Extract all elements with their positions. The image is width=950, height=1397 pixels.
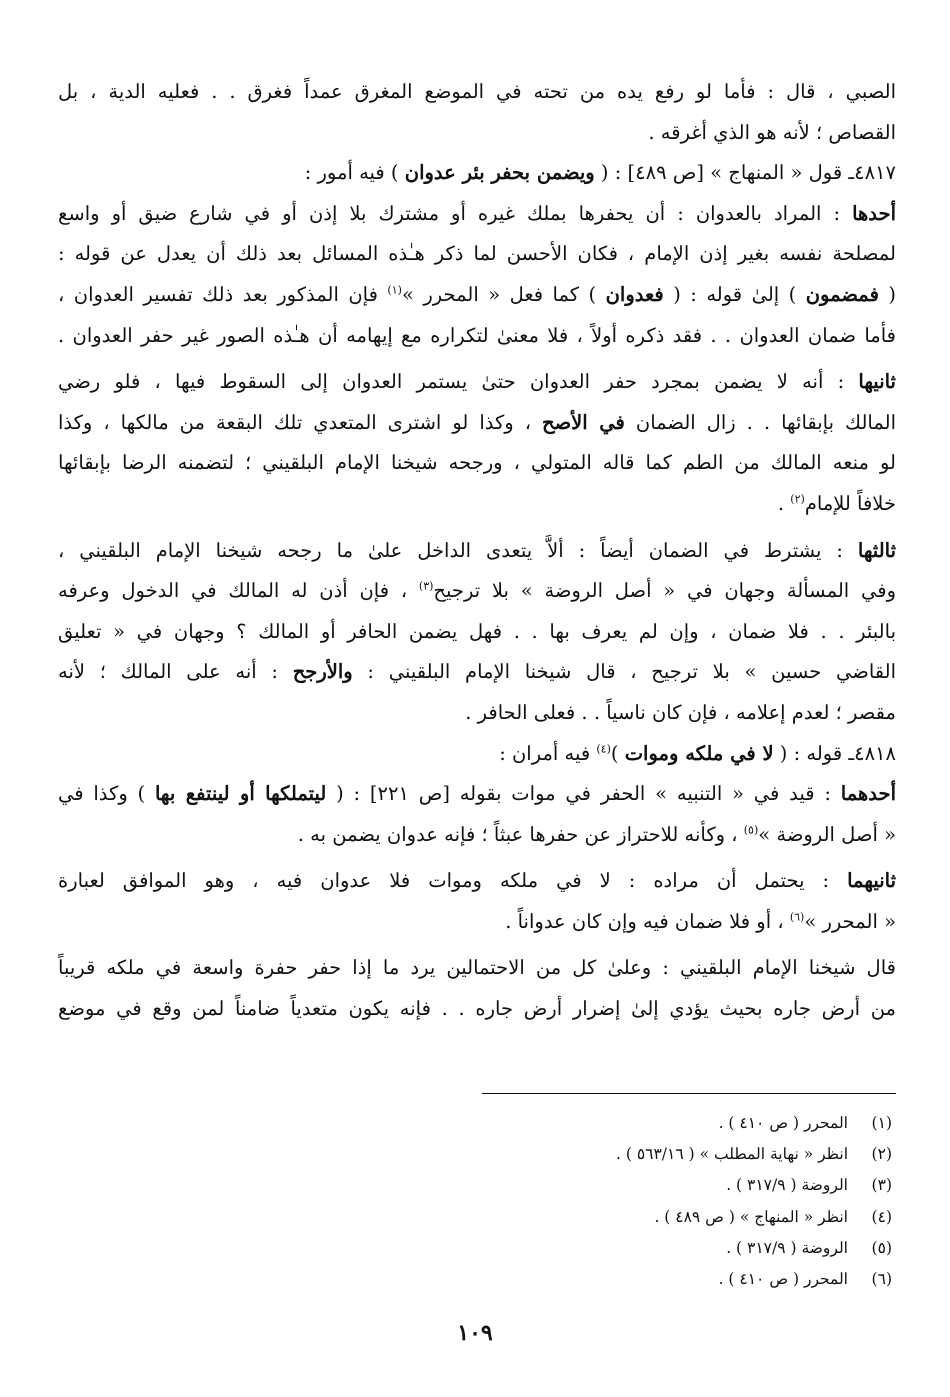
text-line: [58, 316, 896, 357]
footnote-text: الروضة ( ٣١٧/٩ ) .: [726, 1176, 848, 1195]
footnote-item: [616, 1170, 892, 1201]
text-run: : أنه على المالك ؛ لأنه: [58, 660, 293, 684]
bold-text: ثانيهما: [847, 869, 896, 893]
text-run: ) فيه أمور :: [304, 161, 405, 185]
bold-text: ويضمن بحفر بئر عدوان: [404, 161, 595, 185]
bold-text: لا في ملكه وموات: [624, 741, 774, 765]
text-run: وفي المسألة وجهان في « أصل الروضة » بلا ترجيح: [433, 579, 896, 603]
text-run: ) إلىٰ قوله : (: [663, 282, 806, 306]
bold-text: في الأصح: [542, 410, 625, 434]
footnote-item: [616, 1233, 892, 1264]
text-run: ) كما فعل « المحرر »: [401, 282, 606, 306]
footnote-item: [616, 1139, 892, 1170]
text-line: [58, 571, 896, 612]
text-line: [58, 531, 896, 572]
text-run: القصاص ؛ لأنه هو الذي أغرقه .: [648, 120, 896, 144]
text-run: القاضي حسين » بلا ترجيح ، قال شيخنا الإمام البلقيني :: [352, 660, 896, 684]
page-number: ١٠٩: [457, 1320, 493, 1346]
text-run: المالك بإبقائها . . زال الضمان: [624, 410, 896, 434]
text-run: : أنه لا يضمن بمجرد حفر العدوان حتىٰ يستمر العدوان إلى السقوط فيها ، فلو رضي: [58, 370, 859, 394]
bold-text: أحدهما: [840, 782, 896, 806]
bold-text: فمضمون: [805, 282, 879, 306]
footnote-text: انظر « المنهاج » ( ص ٤٨٩ ) .: [654, 1207, 848, 1226]
text-line: [58, 194, 896, 235]
text-run: ) وكذا في: [58, 782, 155, 806]
text-run: فإن المذكور بعد ذلك تفسير العدوان ،: [58, 282, 388, 306]
text-run: ٤٨١٨ـ قوله : (: [773, 741, 896, 765]
text-run: مقصر ؛ لعدم إعلامه ، فإن كان ناسياً . . فعلى الحافر .: [465, 700, 896, 724]
footnote-text: انظر « نهاية المطلب » ( ٥٦٣/١٦ ) .: [615, 1145, 848, 1164]
text-line: [58, 902, 896, 943]
footnote-ref: (٦): [789, 910, 805, 924]
text-line: [58, 652, 896, 693]
text-run: (: [878, 282, 896, 306]
footnote-item: [616, 1202, 892, 1233]
text-line: [58, 989, 896, 1030]
main-text: [58, 72, 896, 1030]
footnote-item: [616, 1108, 892, 1139]
text-line: [58, 734, 896, 775]
bold-text: أحدها: [852, 201, 896, 225]
text-line: [58, 72, 896, 113]
footnote-ref: (٣): [418, 579, 434, 593]
text-run: « أصل الروضة »: [758, 822, 896, 846]
bold-text: ليتملكها أو لينتفع بها: [154, 782, 327, 806]
footnote-ref: (٥): [743, 823, 759, 837]
footnotes: [616, 1108, 892, 1295]
text-run: : يشترط في الضمان أيضاً : ألاَّ يتعدى الداخل علىٰ ما رجحه شيخنا الإمام البلقيني ،: [58, 538, 858, 562]
text-run: ٤٨١٧ـ قول « المنهاج » [ص ٤٨٩] : (: [594, 161, 896, 185]
bold-text: ثالثها: [857, 538, 896, 562]
text-run: ، أو فلا ضمان فيه وإن كان عدواناً .: [505, 909, 790, 933]
text-run: « المحرر »: [804, 909, 896, 933]
footnote-number: (٢): [871, 1145, 892, 1164]
footnote-ref: (٢): [790, 492, 805, 506]
text-run: : يحتمل أن مراده : لا في ملكه وموات فلا عدوان فيه ، وهو الموافق لعبارة: [58, 869, 848, 893]
footnote-number: (٦): [871, 1269, 892, 1288]
text-line: [58, 443, 896, 484]
text-run: من أرض جاره بحيث يؤدي إلىٰ إضرار أرض جاره . . فإنه يكون متعدياً ضامناً لمن وقع في موضع: [58, 997, 896, 1021]
text-run: ): [610, 741, 625, 765]
text-run: خلافاً للإمام: [804, 491, 896, 515]
footnote-separator: [482, 1093, 896, 1094]
footnote-number: (٤): [871, 1207, 892, 1226]
text-line: [58, 484, 896, 525]
text-line: [58, 693, 896, 734]
text-run: : قيد في « التنبيه » الحفر في موات بقوله [ص ٢٢١] : (: [326, 782, 841, 806]
text-run: الصبي ، قال : فأما لو رفع يده من تحته في الموضع المغرق عمداً فغرق . . فعليه الدية ، بل: [58, 80, 896, 103]
footnote-text: المحرر ( ص ٤١٠ ) .: [718, 1114, 848, 1132]
footnote-number: (١): [871, 1114, 892, 1132]
text-line: [58, 275, 896, 316]
text-line: [58, 153, 896, 194]
text-run: قال شيخنا الإمام البلقيني : وعلىٰ كل من الاحتمالين يرد ما إذا حفر حفرة واسعة في ملكه قريباً: [58, 956, 896, 980]
footnote-item: [616, 1264, 892, 1295]
footnote-text: الروضة ( ٣١٧/٩ ) .: [726, 1238, 848, 1257]
text-run: لو منعه المالك من الطم كما قاله المتولي ، ورجحه شيخنا الإمام البلقيني ؛ لتضمنه الرضا بإبقائها: [58, 451, 896, 475]
footnote-number: (٣): [871, 1176, 892, 1195]
text-line: [58, 774, 896, 815]
text-line: [58, 362, 896, 403]
footnote-number: (٥): [871, 1238, 892, 1257]
text-line: [58, 234, 896, 275]
text-line: [58, 612, 896, 653]
bold-text: والأرجح: [292, 660, 353, 684]
text-run: ، وكذا لو اشترى المتعدي تلك البقعة من مالكها ، وكذا: [58, 410, 543, 434]
text-run: بالبئر . . فلا ضمان ، وإن لم يعرف بها . . فهل يضمن الحافر أو المالك ؟ وجهان في « تعليق: [58, 619, 896, 643]
text-line: [58, 815, 896, 856]
text-run: : المراد بالعدوان : أن يحفرها بملك غيره أو مشترك بلا إذن أو في شارع ضيق أو واسع: [58, 201, 853, 225]
text-line: [58, 113, 896, 154]
footnote-text: المحرر ( ص ٤١٠ ) .: [718, 1269, 848, 1288]
text-line: [58, 948, 896, 989]
text-line: [58, 861, 896, 902]
text-run: ، فإن أذن له المالك في الدخول وعرفه: [58, 579, 419, 603]
text-run: لمصلحة نفسه بغير إذن الإمام ، فكان الأحسن لما ذكر هـٰذه المسائل بعد ذلك أن يعدل عن قوله :: [58, 242, 896, 266]
text-run: ، وكأنه للاحتراز عن حفرها عبثاً ؛ فإنه عدوان يضمن به .: [297, 822, 744, 846]
text-run: .: [777, 491, 791, 515]
text-run: فأما ضمان العدوان . . فقد ذكره أولاً ، فلا معنىٰ لتكراره مع إيهامه أن هـٰذه الصور غير حفر العدوان .: [58, 323, 896, 347]
text-run: فيه أمران :: [499, 741, 597, 765]
footnote-ref: (٤): [596, 742, 611, 755]
footnote-ref: (١): [387, 283, 402, 297]
bold-text: ثانيها: [858, 370, 896, 394]
bold-text: فعدوان: [605, 282, 664, 306]
text-line: [58, 403, 896, 444]
